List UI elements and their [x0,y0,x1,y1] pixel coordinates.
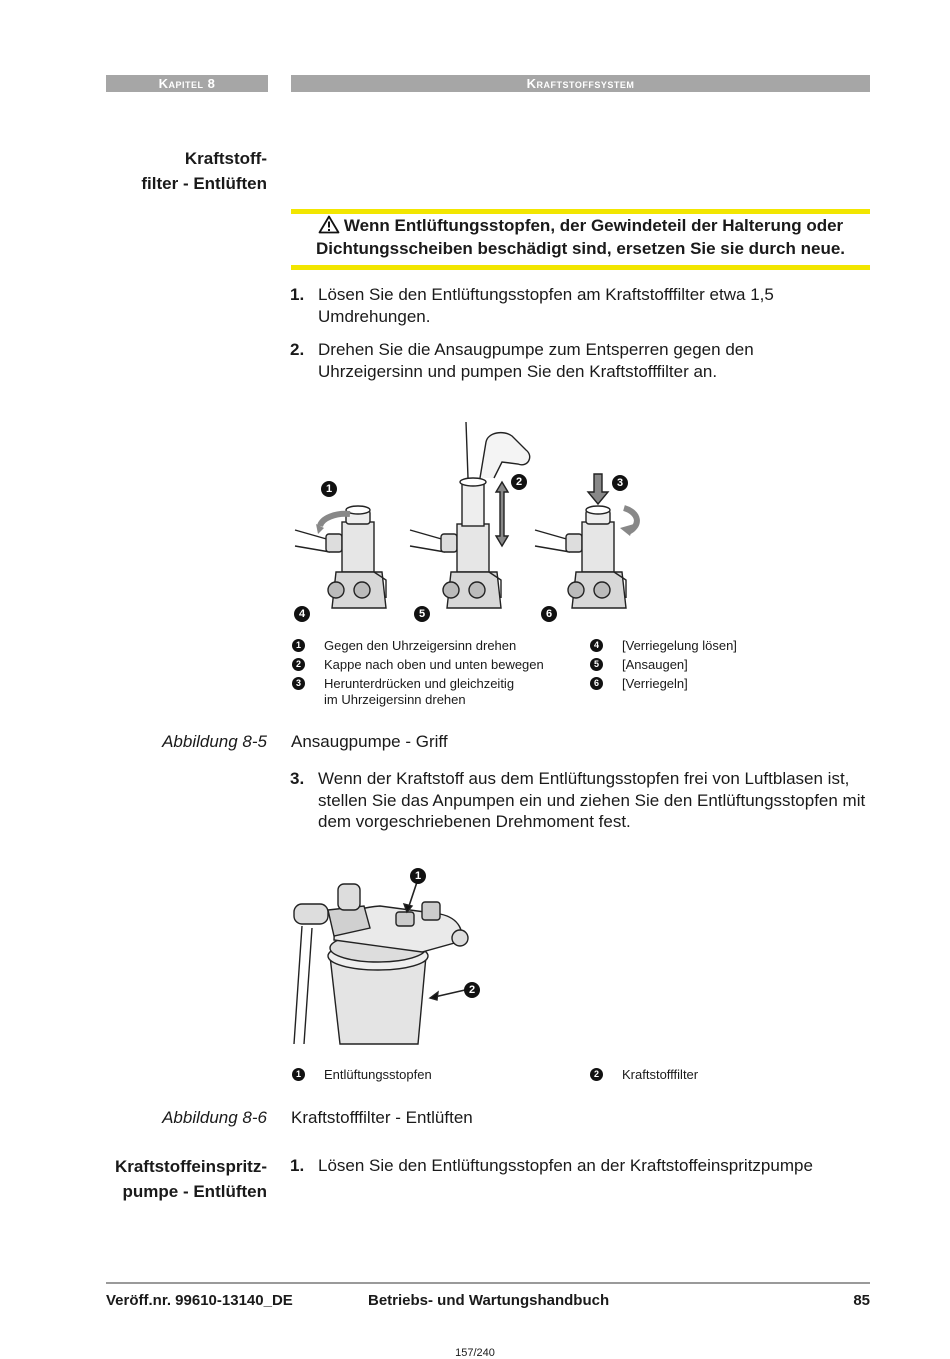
step-3 [290,768,870,833]
callout-2: 2 [511,474,527,490]
figure-caption-text: Kraftstofffilter - Entlüften [291,1108,473,1127]
step-number: 2. [290,340,305,359]
pager: 157/240 [455,1347,495,1359]
section-header: Kraftstoffsystem [291,75,870,92]
callout-4: 4 [294,606,310,622]
legend-marker: 5 [590,658,603,671]
legend-marker: 2 [590,1068,603,1081]
callout-1: 1 [321,481,337,497]
legend-item [590,657,810,673]
callout-6: 6 [541,606,557,622]
legend-text: [Verriegelung lösen] [622,638,737,653]
publication-number: Veröff.nr. 99610-13140_DE [106,1292,293,1309]
step-number: 1. [290,1156,305,1175]
step-text: Lösen Sie den Entlüftungsstopfen am Kraftstofffilter etwa 1,5 Umdrehungen. [318,285,774,326]
callout-1: 1 [410,868,426,884]
warning-bottom-line [291,265,870,270]
chapter-header: Kapitel 8 [106,75,268,92]
priming-pump-illustration [290,412,650,626]
legend-text: Kappe nach oben und unten bewegen [324,657,544,672]
legend-item [590,676,810,692]
pump-unit-2 [410,422,530,608]
legend-text: [Ansaugen] [622,657,688,672]
legend-marker: 4 [590,639,603,652]
callout-5: 5 [414,606,430,622]
callout-3: 3 [612,475,628,491]
legend-marker: 1 [292,1068,305,1081]
legend-marker: 2 [292,658,305,671]
figure-caption-label: Abbildung 8-5 [162,732,267,751]
fuel-filter-illustration [290,866,490,1046]
step-text: Wenn der Kraftstoff aus dem Entlüftungsstopfen frei von Luftblasen ist, stellen Sie das Anpumpen ein und ziehen Sie den Entlüftungsstopfen mit dem vorgeschriebenen Drehmoment fest. [318,769,866,831]
legend-item [590,1067,810,1083]
legend-text: Kraftstofffilter [622,1067,699,1082]
step-1 [290,1155,870,1177]
step-number: 3. [290,769,305,788]
legend-item [292,1067,552,1083]
step-2 [290,339,790,382]
pump-unit-3 [535,474,637,608]
warning-triangle-icon [318,215,340,234]
legend-text: [Verriegeln] [622,676,688,691]
legend-item [590,638,810,654]
step-number: 1. [290,285,305,304]
legend-marker: 3 [292,677,305,690]
legend-text: Herunterdrücken und gleichzeitig im Uhrzeigersinn drehen [324,676,515,707]
pump-unit-1 [295,506,386,608]
legend-marker: 6 [590,677,603,690]
section-title-filter: Kraftstoff- filter - Entlüften [141,149,267,193]
figure-caption-label: Abbildung 8-6 [162,1108,267,1127]
step-text: Lösen Sie den Entlüftungsstopfen an der Kraftstoffeinspritzpumpe [318,1156,813,1175]
legend-item [292,638,572,654]
legend-text: Gegen den Uhrzeigersinn drehen [324,638,517,653]
legend-text: Entlüftungsstopfen [324,1067,432,1082]
callout-2: 2 [464,982,480,998]
legend-item [292,657,572,673]
figure-caption-text: Ansaugpumpe - Griff [291,732,448,751]
footer-rule [106,1282,870,1284]
step-text: Drehen Sie die Ansaugpumpe zum Entsperren gegen den Uhrzeigersinn und pumpen Sie den Kraftstofffilter an. [318,340,754,381]
section-title-injection-pump: Kraftstoffeinspritz- pumpe - Entlüften [114,1157,267,1201]
legend-marker: 1 [292,639,305,652]
warning-text: Wenn Entlüftungsstopfen, der Gewindeteil der Halterung oder Dichtungsscheiben beschädigt sind, ersetzen Sie sie durch neue. [315,216,846,258]
page-number: 85 [853,1292,870,1309]
step-1 [290,284,780,327]
manual-title: Betriebs- und Wartungshandbuch [368,1292,610,1309]
legend-item [292,676,572,708]
